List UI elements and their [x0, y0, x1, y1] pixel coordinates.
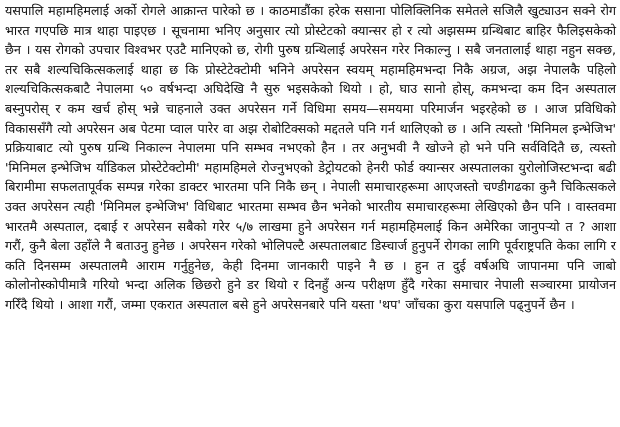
article-paragraph: यसपालि महामहिमलाई अर्को रोगले आक्रान्त पारेको छ । काठमाडौंका हरेक ससाना पोलिक्लिनिक समेतले सजिलै खुट्याउन सक्ने रोग भारत गएपछि मात्र थाहा पाइएछ । सूचनामा भनिए अनुसार त्यो प्रोस्टेटको क्यान्सर हो र त्यो अझसम्म ग्रन्थिबाट बाहिर फैलिइसकेको छैन । यस रोगको उपचार विश्वभर एउटै मानिएको छ, रोगी पुरुष ग्रन्थिलाई अपरेसन गरेर निकाल्नु । सबै जनतालाई थाहा नहुन सक्छ, तर सबै शल्यचिकित्सकलाई थाहा छ कि प्रोस्टेटेक्टोमी भनिने अपरेसन स्वयम् महामहिमभन्दा निकै अग्रज, अझ नेपालकै पहिलो शल्यचिकित्सकबाटै नेपालमा ५० वर्षभन्दा अघिदेखि नै सुरु भइसकेको थियो । हो, घाउ सानो होस्, कमभन्दा कम दिन अस्पताल बस्नुपरोस् र कम खर्च होस् भन्ने चाहनाले उक्त अपरेसन गर्ने विधिमा समय—समयमा परिमार्जन भइरहेको छ । आज प्रविधिको विकाससँगै त्यो अपरेसन अब पेटमा प्वाल पारेर वा अझ रोबोटिक्सको मद्दतले पनि गर्न थालिएको छ । अनि त्यस्तो 'मिनिमल इन्भेजिभ' प्रक्रियाबाट त्यो पुरुष ग्रन्थि निकाल्न नेपालमा पनि सम्भव नभएको हैन । तर अनुभवी नै खोज्ने हो भने पनि सर्वविदितै छ, त्यस्तो 'मिनिमल इन्भेजिभ र्याडिकल प्रोस्टेटेक्टोमी' महामहिमले रोज्नुभएको डेट्रोयटको हेनरी फोर्ड क्यान्सर अस्पतालका युरोलोजिस्टभन्दा बढी बिरामीमा सफलतापूर्वक सम्पन्न गरेका डाक्टर भारतमा पनि निकै छन् । नेपाली समाचारहरूमा आएजस्तो चण्डीगढका कुनै चिकित्सकले उक्त अपरेसन त्यही 'मिनिमल इन्भेजिभ' विधिबाट भारतमा सम्भव छैन भनेको भारतीय समाचारहरूमा लेखिएको छैन पनि । वास्तवमा भारतमै अस्पताल, दबाई र अपरेसन सबैको गरेर ५/७ लाखमा हुने अपरेसन गर्न महामहिमलाई किन अमेरिका जानुपऱ्यो त ? आशा गरौं, कुनै बेला उहाँले नै बताउनु हुनेछ । अपरेसन गरेको भोलिपल्टै अस्पतालबाट डिस्चार्ज हुनुपर्ने रोगका लागि पूर्वराष्ट्रपति केका लागि र कति दिनसम्म अस्पतालमै आराम गर्नुहुनेछ, केही दिनमा जानकारी पाइने नै छ । हुन त दुई वर्षअघि जापानमा पनि जाबो कोलोनोस्कोपीमात्रै गरियो भन्दा अलिक छिछरो हुने डर थियो र दिनहुँ अन्य परीक्षण हुँदै गरेका समाचार नेपाली सञ्चारमा प्रायोजन गरिँदै थियो । आशा गरौं, जम्मा एकरात अस्पताल बसे हुने अपरेसनबारे पनि यस्ता 'थप' जाँचका कुरा यसपालि पढ्नुपर्ने छैन ।	[5, 3, 616, 312]
